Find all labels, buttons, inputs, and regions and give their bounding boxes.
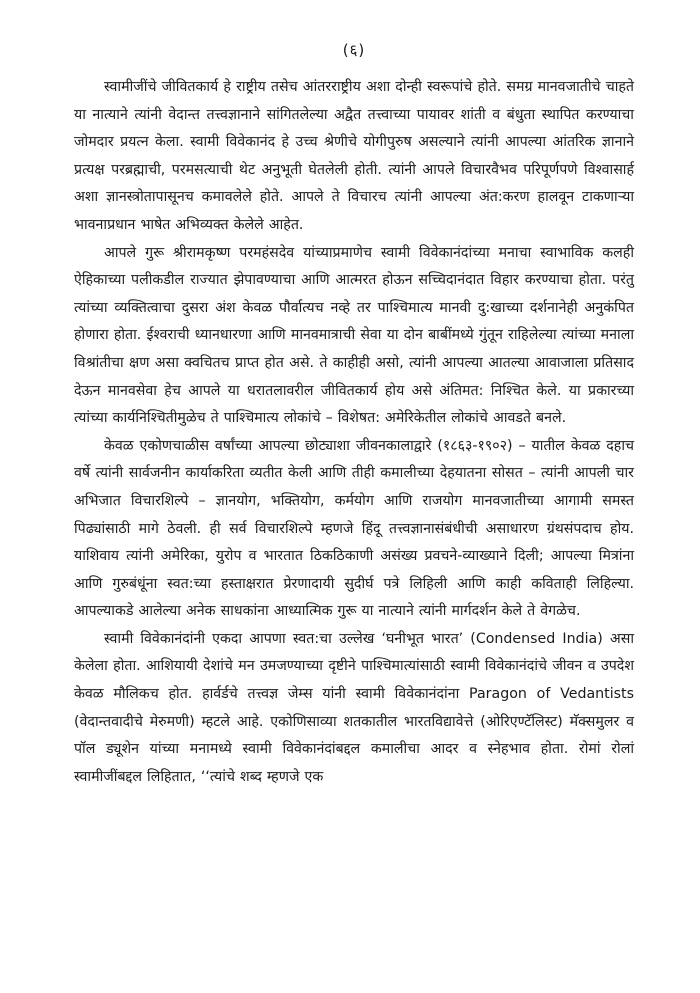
page-number: (६) [342,41,366,59]
document-page [74,40,634,791]
paragraph-1: स्वामीजींचे जीवितकार्य हे राष्ट्रीय तसेच आंतरराष्ट्रीय अशा दोन्ही स्वरूपांचे होते. समग्र मानवजातीचे चाहते या नात्याने त्यांनी वेदान्त तत्त्वज्ञानाने सांगितलेल्या अद्वैत तत्त्वाच्या पायावर शांती व बंधुता स्थापित करण्याचा जोमदार प्रयत्न केला. स्वामी विवेकानंद हे उच्च श्रेणीचे योगीपुरुष असल्याने त्यांनी आपल्या आंतरिक ज्ञानाने प्रत्यक्ष परब्रह्माची, परमसत्याची थेट अनुभूती घेतलेली होती. त्यांनी आपले विचारवैभव परिपूर्णपणे विश्वासार्ह अशा ज्ञानस्त्रोतापासूनच कमावलेले होते. आपले ते विचारच त्यांनी आपल्या अंत:करण हालवून टाकणाऱ्या भावनाप्रधान भाषेत अभिव्यक्त केलेले आहेत. [74,79,634,233]
paragraph-3: केवळ एकोणचाळीस वर्षांच्या आपल्या छोट्याशा जीवनकालाद्वारे (१८६३-१९०२) – यातील केवळ दहाच वर्षे त्यांनी सार्वजनीन कार्याकरिता व्यतीत केली आणि तीही कमालीच्या देहयातना सोसत – त्यांनी आपली चार अभिजात विचारशिल्पे – ज्ञानयोग, भक्तियोग, कर्मयोग आणि राजयोग मानवजातीच्या आगामी समस्त पिढ्यांसाठी मागे ठेवली. ही सर्व विचारशिल्पे म्हणजे हिंदू तत्त्वज्ञानासंबंधीची असाधारण ग्रंथसंपदाच होय. याशिवाय त्यांनी अमेरिका, युरोप व भारतात ठिकठिकाणी असंख्य प्रवचने-व्याख्याने दिली; आपल्या मित्रांना आणि गुरुबंधूंना स्वत:च्या हस्ताक्षरात प्रेरणादायी सुदीर्घ पत्रे लिहिली आणि काही कविताही लिहिल्या. आपल्याकडे आलेल्या अनेक साधकांना आध्यात्मिक गुरू या नात्याने त्यांनी मार्गदर्शन केले ते वेगळेच. [74,437,634,620]
paragraph-2: आपले गुरू श्रीरामकृष्ण परमहंसदेव यांच्याप्रमाणेच स्वामी विवेकानंदांच्या मनाचा स्वाभाविक कलही ऐहिकाच्या पलीकडील राज्यात झेपावण्याचा आणि आत्मरत होऊन सच्चिदानंदात विहार करण्याचा होता. परंतु त्यांच्या व्यक्तित्वाचा दुसरा अंश केवळ पौर्वात्यच नव्हे तर पाश्चिमात्य मानवी दु:खाच्या दर्शनानेही अनुकंपित होणारा होता. ईश्वराची ध्यानधारणा आणि मानवमात्राची सेवा या दोन बाबींमध्ये गुंतून राहिलेल्या त्यांच्या मनाला विश्रांतीचा क्षण असा क्वचितच प्राप्त होत असे. ते काहीही असो, त्यांनी आपल्या आतल्या आवाजाला प्रतिसाद देऊन मानवसेवा हेच आपले या धरातलावरील जीवितकार्य होय असे अंतिमत: निश्चित केले. या प्रकारच्या त्यांच्या कार्यनिश्चितीमुळेच ते पाश्चिमात्य लोकांचे – विशेषत: अमेरिकेतील लोकांचे आवडते बनले. [74,244,634,427]
paragraph-4: स्वामी विवेकानंदांनी एकदा आपणा स्वत:चा उल्लेख ‘घनीभूत भारत’ (Condensed India) असा केलेला होता. आशियायी देशांचे मन उमजण्याच्या दृष्टीने पाश्चिमात्यांसाठी स्वामी विवेकानंदांचे जीवन व उपदेश केवळ मौलिकच होत. हार्वर्डचे तत्त्वज्ञ जेम्स यांनी स्वामी विवेकानंदांना Paragon of Vedantists (वेदान्तवादीचे मेरुमणी) म्हटले आहे. एकोणिसाव्या शतकातील भारतविद्यावेत्ते (ओरिएण्टॅलिस्ट) मॅक्समुलर व पॉल ड्यूशेन यांच्या मनामध्ये स्वामी विवेकानंदांबद्दल कमालीचा आदर व स्नेहभाव होता. रोमां रोलां स्वामीजींबद्दल लिहितात, ‘‘त्यांचे शब्द म्हणजे एक [74,630,634,785]
